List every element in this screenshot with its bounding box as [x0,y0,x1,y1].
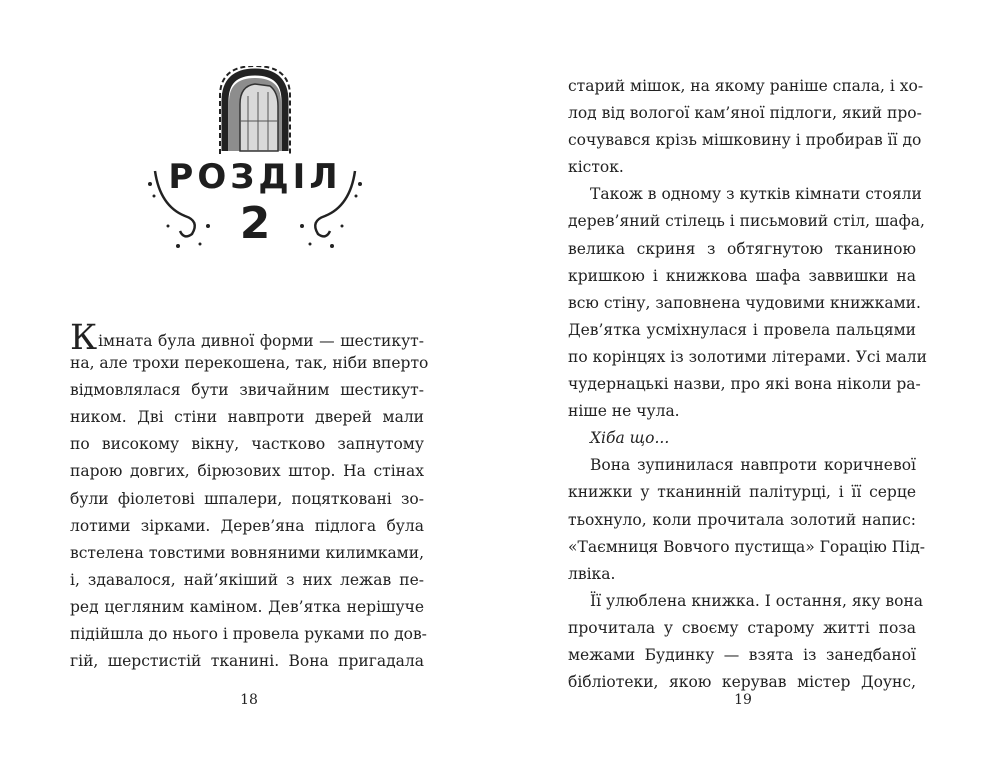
left-body-text [70,318,429,675]
text-line: бібліотеки, якою керував містер Доунс, [568,673,916,692]
text-line: всю стіну, заповнена чудовими книжками. [568,293,921,312]
text-line: межами Будинку — взята із занедбаної [568,645,916,664]
text-line: Вона зупинилася навпроти коричневої [590,456,916,475]
text-line: Її улюблена книжка. І остання, яку вона [590,591,924,610]
text-line: велика скриня з обтягнутою тканиною [568,239,916,258]
text-line: сочувався крізь мішковину і пробирав її до [568,131,922,150]
text-line: тьохнуло, коли прочитала золотий напис: [568,510,916,529]
text-line: ред цегляним каміном. Дев’ятка нерішуче [70,597,424,616]
text-line: «Таємниця Вовчого пустища» Горацію Під- [568,537,925,556]
text-line: лвіка. [568,564,616,583]
chapter-title: РОЗДІЛ [168,157,342,197]
drop-cap: К [70,318,98,358]
left-page [0,0,495,762]
text-line: лод від вологої кам’яної підлоги, який про- [568,104,922,123]
text-line: старий мішок, на якому раніше спала, і хо- [568,77,924,95]
text-line: прочитала у своєму старому житті поза [568,618,916,637]
right-body-text [568,73,927,696]
text-line: книжки у тканинній палітурці, і її серце [568,483,916,502]
text-line: Кімната була дивної форми — шестикут- [70,318,424,358]
page-number: 19 [734,692,752,708]
text-line: відмовлялася бути звичайним шестикут- [70,381,424,400]
right-page [496,0,991,762]
text-line: парою довгих, бірюзових штор. На стінах [70,462,424,481]
text-line: чудернацькі назви, про які вона ніколи ра- [568,375,921,394]
text-line: ніше не чула. [568,402,680,421]
text-line: кришкою і книжкова шафа заввишки на [568,266,916,285]
text-line: і, здавалося, най’якіший з них лежав пе- [70,570,424,589]
text-line: лотими зірками. Дерев’яна підлога була [70,516,424,535]
text-line: підійшла до нього і провела руками по дов- [70,625,427,644]
text-line: гій, шерстистій тканині. Вона пригадала [70,652,424,671]
text-line: кісток. [568,158,624,177]
chapter-number: 2 [239,198,271,249]
text-line: дерев’яний стілець і письмовий стіл, шафа, [568,212,925,231]
text-line: Хіба що... [590,429,670,448]
text-line: встелена товстими вовняними килимками, [70,543,424,562]
door-illustration [220,66,290,154]
text-line: Дев’ятка усміхнулася і провела пальцями [568,320,916,339]
text-line: Також в одному з кутків кімнати стояли [590,185,922,204]
text-line: на, але трохи перекошена, так, ніби вперто [70,354,429,373]
text-line: по корінцях із золотими літерами. Усі мали [568,347,927,366]
text-line: були фіолетові шпалери, поцятковані зо- [70,489,424,508]
text-line: ником. Дві стіни навпроти дверей мали [70,408,424,427]
text-line: по високому вікну, частково запнутому [70,435,424,454]
page-number: 18 [240,692,258,708]
